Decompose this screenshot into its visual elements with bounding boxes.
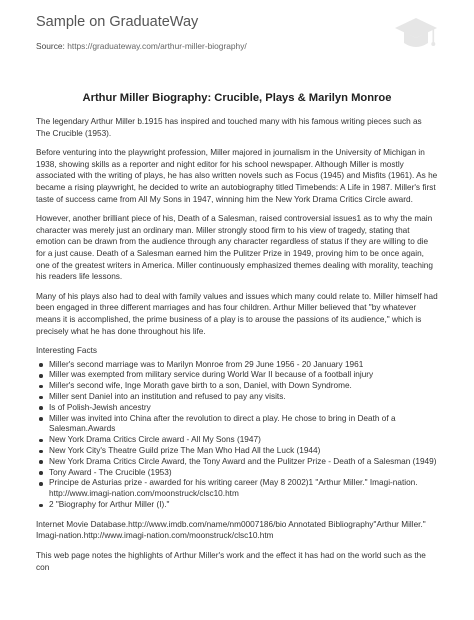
list-item: New York Drama Critics Circle Award, the Tony Award and the Pulitzer Prize - Death of a Salesman (1949) [36,457,438,468]
document-title: Arthur Miller Biography: Crucible, Plays & Marilyn Monroe [82,92,392,104]
list-item: Principe de Asturias prize - awarded for his writing career (May 8 2002)1 "Arthur Miller." Imagi-nation. http://www.imagi-nation.com/moonstruck/clsc10.htm [36,478,438,500]
references-paragraph: Internet Movie Database.http://www.imdb.com/name/nm0007186/bio Annotated Bibliography"Arthur Miller." Imagi-nation.http://www.imagi-nation.com/moonstruck/clsc10.htm [36,519,426,541]
site-title: Sample on GraduateWay [36,14,199,30]
list-item: Miller's second marriage was to Marilyn Monroe from 29 June 1956 - 20 January 1961 [36,360,438,371]
list-item: Miller sent Daniel into an institution and refused to pay any visits. [36,392,438,403]
list-item: Miller was invited into China after the revolution to direct a play. He chose to bring in Death of a Salesman.Awards [36,414,438,436]
list-item: Miller's second wife, Inge Morath gave birth to a son, Daniel, with Down Syndrome. [36,381,438,392]
list-item: Is of Polish-Jewish ancestry [36,403,438,414]
document-content [36,92,438,610]
paragraph-salesman: However, another brilliant piece of his, Death of a Salesman, raised controversial issues1 as to why the main character was merely just an ordinary man. Miller strongly stood firm to his view of tragedy, stating that emotion can be drawn from the audience through any character regardless of status if they are willing to die for a just cause. Death of a Salesman earned him the Pulitzer Prize in 1949, proving him to be once again, one of the greatest writers in America. Miller continuously emphasized themes dealing with morality, teaching his readers life lessons. [36,214,433,282]
facts-list [36,360,438,511]
source-link[interactable]: https://graduateway.com/arthur-miller-biography/ [67,41,247,51]
page-header [36,14,438,62]
list-item: Tony Award - The Crucible (1953) [36,468,438,479]
list-item: 2 "Biography for Arthur Miller (I)." [36,500,438,511]
paragraph-early-career: Before venturing into the playwright profession, Miller majored in journalism in the University of Michigan in 1938, showing skills as a reporter and night editor for his school newspaper. Although Miller is mostly associated with the writing of plays, he has also written novels such as Focus (1945) and Misfits (1961). As he became a rising playwright, he decided to write an autobiography titled Timebends: A Life in 1987. Miller's first taste of success came from All My Sons in 1947, winning him the New York Drama Critics Circle award. [36,148,438,204]
source-label: Source: [36,41,65,51]
list-item: New York Drama Critics Circle award - All My Sons (1947) [36,435,438,446]
list-item: Miller was exempted from military service during World War II because of a football injury [36,370,438,381]
source-line [36,41,247,51]
facts-heading: Interesting Facts [36,346,97,356]
closing-paragraph: This web page notes the highlights of Arthur Miller's work and the effect it has had on the world such as the con [36,551,426,572]
graduation-cap-icon [394,14,438,56]
paragraph-intro: The legendary Arthur Miller b.1915 has inspired and touched many with his famous writing pieces such as The Crucible (1953). [36,117,422,138]
paragraph-family: Many of his plays also had to deal with family values and issues which many could relate to. Miller himself had been engaged in three different marriages and has four children. Arthur Miller believed that "by whatever means it is accomplished, the prime business of a play is to arouse the passions of its audience," which is precisely what he has done throughout his life. [36,291,438,336]
list-item: New York City's Theatre Guild prize The Man Who Had All the Luck (1944) [36,446,438,457]
